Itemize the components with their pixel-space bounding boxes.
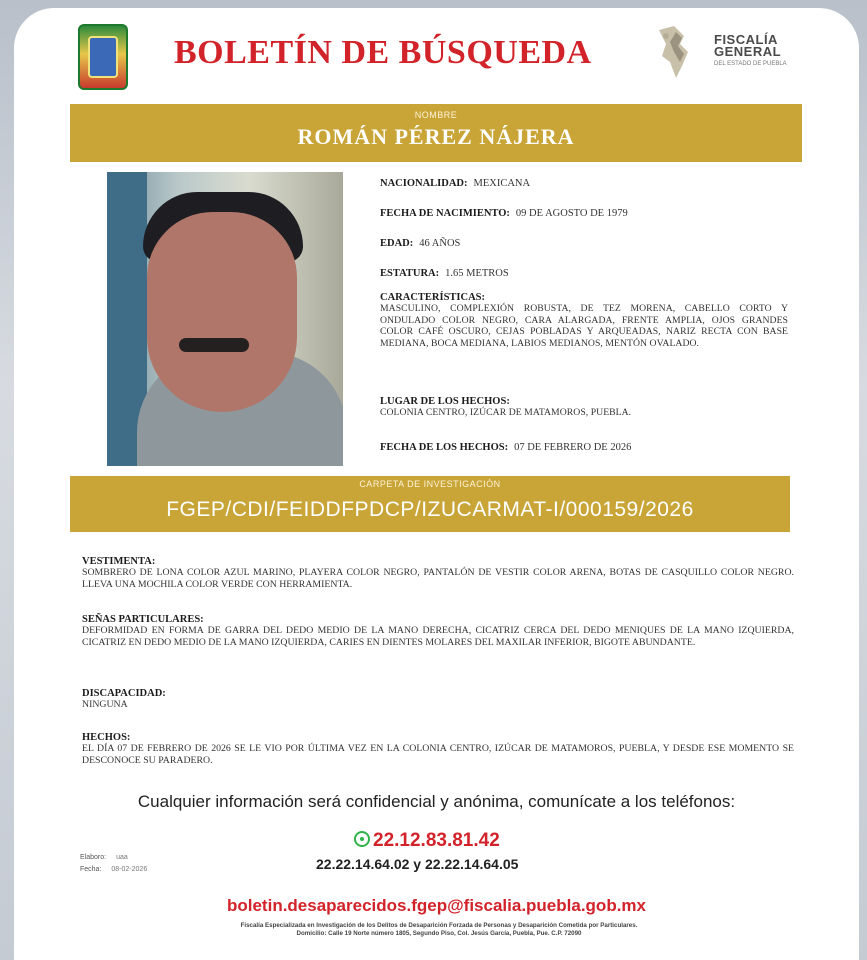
state-seal-logo <box>78 24 128 90</box>
elaboro-block <box>80 852 147 876</box>
discapacidad-label: DISCAPACIDAD: <box>82 688 166 699</box>
hechos-label: HECHOS: <box>82 732 131 743</box>
hechos-block <box>82 732 794 767</box>
fiscalia-wordmark <box>714 34 824 67</box>
discapacidad-block <box>82 688 794 711</box>
fecha-label: Fecha: <box>80 866 102 873</box>
fecha-hechos-label: FECHA DE LOS HECHOS: <box>380 442 509 453</box>
contact-message: Cualquier información será confidencial y anónima, comunícate a los teléfonos: <box>137 792 736 811</box>
fecha-value: 08-02-2026 <box>111 866 148 873</box>
discapacidad-text: NINGUNA <box>82 699 128 710</box>
senas-text: DEFORMIDAD EN FORMA DE GARRA DEL DEDO MEDIO DE LA MANO DERECHA, CICATRIZ CERCA DEL DEDO MENIQUES DE LA MANO IZQUIERDA, CICATRIZ EN DEDO MEDIO DE LA MANO IZQUIERDA, CARIES EN DIENTES MOLARES DEL MAXILAR INFERIOR, BIGOTE ABUNDANTE. <box>82 625 794 648</box>
nacionalidad-label: NACIONALIDAD: <box>380 178 468 189</box>
agency-line-1: FISCALÍA <box>714 32 778 47</box>
nacionalidad-row <box>380 178 530 189</box>
whatsapp-phone[interactable] <box>354 830 500 852</box>
senas-block <box>82 614 794 649</box>
name-bar <box>70 104 802 162</box>
carpeta-label: CARPETA DE INVESTIGACIÓN <box>359 479 501 489</box>
footer <box>94 922 784 938</box>
edad-label: EDAD: <box>380 238 414 249</box>
footer-line-1: Fiscalía Especializada en Investigación de los Delitos de Desaparición Forzada de Personas y Desaparición Cometida por Particulares. <box>240 922 638 929</box>
lugar-label: LUGAR DE LOS HECHOS: <box>380 396 510 407</box>
carpeta-bar <box>70 476 790 532</box>
agency-line-2: GENERAL <box>714 44 782 59</box>
footer-line-2: Domicilio: Calle 19 Norte número 1805, Segundo Piso, Col. Jesús García, Puebla, Pue. C.P. 72090 <box>296 930 582 937</box>
nacionalidad-value: MEXICANA <box>473 178 531 189</box>
caracteristicas-text: MASCULINO, COMPLEXIÓN ROBUSTA, DE TEZ MORENA, CABELLO CORTO Y ONDULADO COLOR NEGRO, CARA ALARGADA, FRENTE AMPLIA, OJOS GRANDES COLOR CAFÉ OSCURO, CEJAS POBLADAS Y ARQUEADAS, NARIZ RECTA CON BASE MEDIANA, BOCA MEDIANA, LABIOS MEDIANOS, MENTÓN OVALADO. <box>380 303 788 349</box>
caracteristicas-label: CARACTERÍSTICAS: <box>380 292 486 303</box>
elaboro-value: uaa <box>116 854 128 861</box>
vestimenta-text: SOMBRERO DE LONA COLOR AZUL MARINO, PLAYERA COLOR NEGRO, PANTALÓN DE VESTIR COLOR ARENA, BOTAS DE CASQUILLO COLOR NEGRO. LLEVA UNA MOCHILA COLOR VERDE CON HERRAMIENTA. <box>82 567 794 590</box>
alternate-phones[interactable]: 22.22.14.64.02 y 22.22.14.64.05 <box>316 856 519 872</box>
fiscalia-emblem-logo <box>654 22 704 82</box>
page-title: BOLETÍN DE BÚSQUEDA <box>174 34 592 71</box>
lugar-block <box>380 396 788 419</box>
fecha-hechos-row <box>380 442 631 453</box>
bulletin-card <box>14 8 859 960</box>
edad-row <box>380 238 460 249</box>
nacimiento-value: 09 DE AGOSTO DE 1979 <box>515 208 628 219</box>
fecha-hechos-value: 07 DE FEBRERO DE 2026 <box>514 442 632 453</box>
whatsapp-icon <box>354 831 370 847</box>
vestimenta-block <box>82 556 794 591</box>
person-name: ROMÁN PÉREZ NÁJERA <box>297 124 575 149</box>
nacimiento-row <box>380 208 628 219</box>
elaboro-label: Elaboro: <box>80 854 107 861</box>
senas-label: SEÑAS PARTICULARES: <box>82 614 204 625</box>
name-label: NOMBRE <box>414 110 458 120</box>
edad-value: 46 AÑOS <box>419 238 461 249</box>
lugar-text: COLONIA CENTRO, IZÚCAR DE MATAMOROS, PUEBLA. <box>380 407 632 418</box>
caracteristicas-block <box>380 292 788 349</box>
hechos-text: EL DÍA 07 DE FEBRERO DE 2026 SE LE VIO POR ÚLTIMA VEZ EN LA COLONIA CENTRO, IZÚCAR DE MATAMOROS, PUEBLA, Y DESDE ESE MOMENTO SE DESCONOCE SU PARADERO. <box>82 743 794 766</box>
person-photo <box>107 172 343 466</box>
whatsapp-phone-number: 22.12.83.81.42 <box>373 830 500 851</box>
contact-email[interactable]: boletin.desaparecidos.fgep@fiscalia.puebla.gob.mx <box>226 896 646 915</box>
estatura-row <box>380 268 509 279</box>
carpeta-number: FGEP/CDI/FEIDDFPDCP/IZUCARMAT-I/000159/2026 <box>166 498 694 521</box>
nacimiento-label: FECHA DE NACIMIENTO: <box>380 208 510 219</box>
vestimenta-label: VESTIMENTA: <box>82 556 156 567</box>
agency-line-3: DEL ESTADO DE PUEBLA <box>714 61 787 67</box>
estatura-label: ESTATURA: <box>380 268 440 279</box>
estatura-value: 1.65 METROS <box>445 268 509 279</box>
